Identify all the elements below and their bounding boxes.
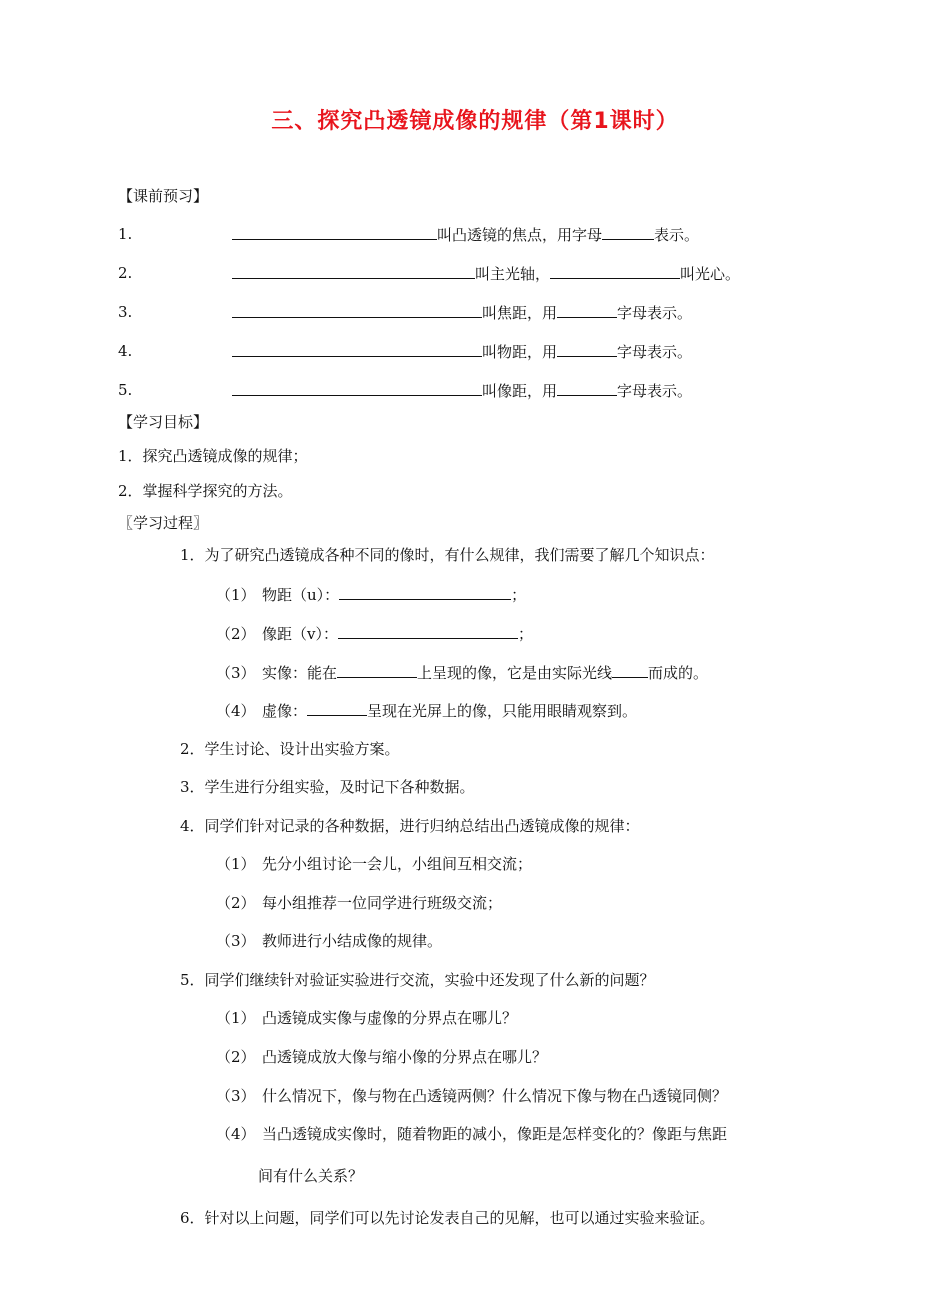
goal-item-1: 1．探究凸透镜成像的规律； [118, 447, 308, 465]
process-step-5: 5．同学们继续针对验证实验进行交流，实验中还发现了什么新的问题？ [180, 971, 655, 989]
fill-blank[interactable] [307, 700, 367, 716]
preview-item-4: 叫物距，用 字母表示。 [232, 341, 692, 362]
process-step-3: 3．学生进行分组实验，及时记下各种数据。 [180, 778, 475, 796]
goal-item-2: 2．掌握科学探究的方法。 [118, 482, 293, 500]
preview-heading: 【课前预习】 [118, 187, 209, 205]
preview-item-4-number: 4. [118, 342, 133, 360]
step1-item-1: （1） 物距（u）： ； [216, 586, 527, 604]
step4-item-2: （2） 每小组推荐一位同学进行班级交流； [216, 894, 503, 912]
preview-item-3-number: 3. [118, 303, 133, 321]
fill-blank[interactable] [338, 623, 518, 639]
fill-blank[interactable] [550, 263, 680, 279]
fill-blank[interactable] [232, 341, 482, 357]
preview-item-1-number: 1. [118, 225, 133, 243]
preview-item-2-number: 2. [118, 264, 133, 282]
step4-item-3: （3） 教师进行小结成像的规律。 [216, 932, 443, 950]
process-heading: 〖学习过程〗 [118, 514, 209, 532]
fill-blank[interactable] [232, 224, 437, 240]
fill-blank[interactable] [557, 302, 617, 318]
step1-item-2: （2） 像距（v）： ； [216, 625, 533, 643]
fill-blank[interactable] [337, 662, 417, 678]
step1-item-3: （3） 实像：能在 上呈现的像，它是由实际光线 而成的。 [216, 664, 709, 682]
step5-item-4: （4） 当凸透镜成实像时，随着物距的减小，像距是怎样变化的？像距与焦距 [216, 1125, 728, 1143]
process-step-2: 2．学生讨论、设计出实验方案。 [180, 740, 400, 758]
process-step-4: 4．同学们针对记录的各种数据，进行归纳总结出凸透镜成像的规律： [180, 817, 640, 835]
fill-blank[interactable] [602, 224, 654, 240]
process-step-1: 1．为了研究凸透镜成各种不同的像时，有什么规律，我们需要了解几个知识点： [180, 546, 715, 564]
fill-blank[interactable] [557, 380, 617, 396]
preview-item-3: 叫焦距，用 字母表示。 [232, 302, 692, 323]
fill-blank[interactable] [612, 662, 648, 678]
preview-item-1: 叫凸透镜的焦点，用字母 表示。 [232, 224, 699, 245]
fill-blank[interactable] [557, 341, 617, 357]
page-title: 三、探究凸透镜成像的规律（第1课时） [271, 109, 679, 134]
process-step-6: 6．针对以上问题，同学们可以先讨论发表自己的见解，也可以通过实验来验证。 [180, 1209, 715, 1227]
fill-blank[interactable] [232, 302, 482, 318]
goals-heading: 【学习目标】 [118, 413, 209, 431]
fill-blank[interactable] [339, 584, 511, 600]
step4-item-1: （1） 先分小组讨论一会儿，小组间互相交流； [216, 855, 533, 873]
fill-blank[interactable] [232, 263, 475, 279]
step5-item-1: （1） 凸透镜成实像与虚像的分界点在哪儿？ [216, 1009, 518, 1027]
step1-item-4: （4） 虚像： 呈现在光屏上的像，只能用眼睛观察到。 [216, 702, 638, 720]
step5-item-4-continued: 间有什么关系？ [258, 1167, 364, 1185]
preview-item-5-number: 5. [118, 381, 133, 399]
step5-item-3: （3） 什么情况下，像与物在凸透镜两侧？什么情况下像与物在凸透镜同侧？ [216, 1087, 728, 1105]
preview-item-5: 叫像距，用 字母表示。 [232, 380, 692, 401]
fill-blank[interactable] [232, 380, 482, 396]
preview-item-2: 叫主光轴， 叫光心。 [232, 263, 740, 284]
step5-item-2: （2） 凸透镜成放大像与缩小像的分界点在哪儿？ [216, 1048, 548, 1066]
